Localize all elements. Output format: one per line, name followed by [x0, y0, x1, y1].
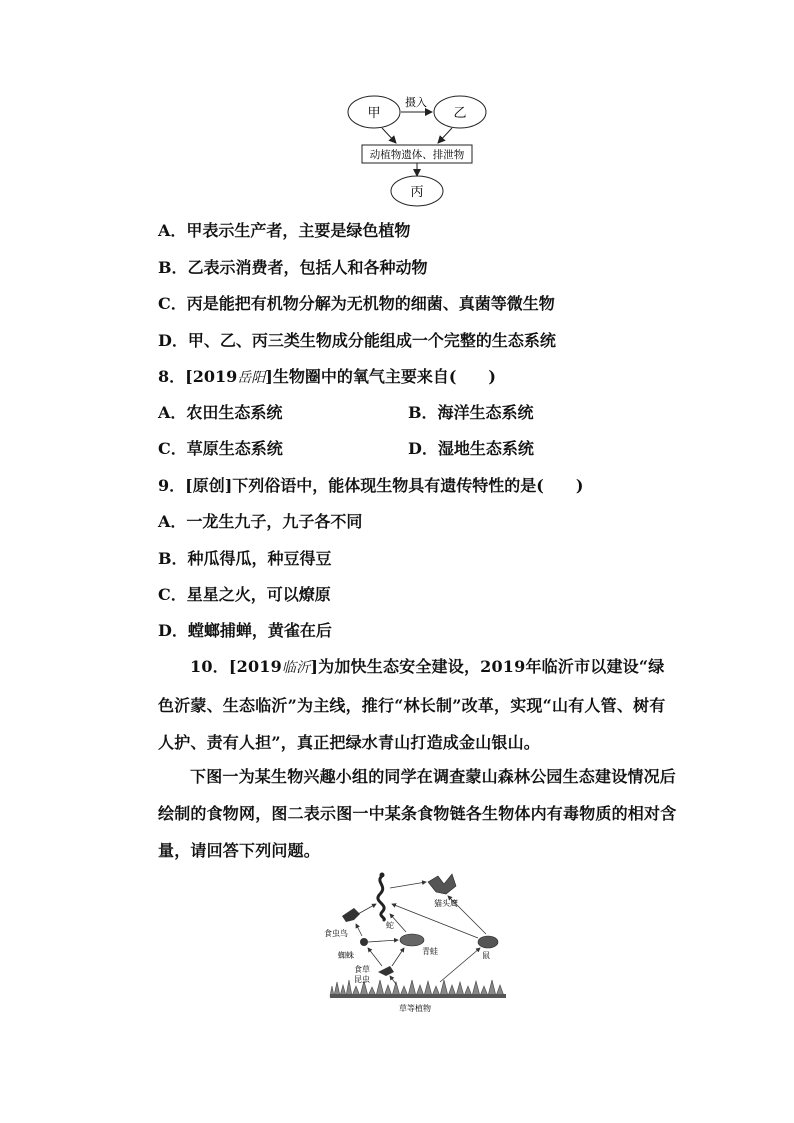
q9-stem: 9．[原创]下列俗语中，能体现生物具有遗传特性的是( ) [158, 476, 584, 495]
label-snake: 蛇 [386, 921, 394, 930]
arrow-insect-to-frog [392, 948, 404, 966]
q8-stem-suffix: ]生物圈中的氧气主要来自( ) [265, 367, 496, 386]
q9-option-a: A．一龙生九子，九子各不同 [158, 512, 363, 531]
q8-option-d: D．湿地生态系统 [408, 439, 534, 458]
label-owl: 猫头鹰 [434, 899, 458, 908]
q8-option-c: C．草原生态系统 [158, 439, 283, 458]
ecosystem-relationship-diagram [330, 88, 500, 208]
arrow-insect-to-spider [368, 948, 382, 966]
insect-illustration [378, 966, 394, 976]
remains-box-label: 动植物遗体、排泄物 [369, 149, 465, 161]
q10-paragraph-2: 下图一为某生物兴趣小组的同学在调查蒙山森林公园生态建设情况后绘制的食物网，图二表示图一中某条食物链各生物体内有毒物质的相对含量，请回答下列问题。 [158, 767, 677, 860]
arrow-bird-to-snake [358, 904, 376, 914]
q10-stem [158, 648, 678, 761]
q9-option-d: D．螳螂捕蝉，黄雀在后 [158, 621, 332, 640]
spider-illustration [360, 938, 368, 946]
label-plants: 草等植物 [399, 1004, 431, 1013]
arrow-spider-to-bird [356, 924, 362, 936]
q8-source: 岳阳 [237, 370, 266, 386]
arrow-spider-to-frog [368, 940, 398, 942]
q7-option-a: A．甲表示生产者，主要是绿色植物 [158, 221, 411, 240]
node-jia-label: 甲 [367, 106, 381, 121]
q8-option-a: A．农田生态系统 [158, 403, 283, 422]
frog-illustration [400, 934, 424, 946]
q10-stem-prefix: 10．[2019 [190, 657, 282, 676]
q7-option-d: D．甲、乙、丙三类生物成分能组成一个完整的生态系统 [158, 331, 556, 350]
q10-source: 临沂 [281, 660, 311, 676]
q8-stem-prefix: 8．[2019 [158, 367, 238, 386]
arrow-plants-to-mouse [440, 948, 480, 982]
label-bird: 食虫鸟 [324, 929, 348, 938]
label-spider: 蜘蛛 [338, 951, 354, 960]
label-insect-2: 昆虫 [354, 975, 370, 984]
arrow-plants-to-insect [390, 976, 396, 984]
mouse-illustration [478, 936, 498, 948]
q7-option-c: C．丙是能把有机物分解为无机物的细菌、真菌等微生物 [158, 294, 555, 313]
node-bing-label: 丙 [410, 185, 424, 200]
food-web-diagram [320, 868, 520, 1018]
snake-head [380, 873, 385, 878]
arrow-mouse-to-snake [392, 904, 478, 938]
label-insect-1: 食草 [354, 965, 370, 974]
label-mouse: 鼠 [482, 951, 490, 960]
ground-band [330, 994, 506, 998]
label-frog: 青蛙 [422, 947, 438, 956]
q8-option-b: B．海洋生态系统 [408, 403, 534, 422]
arrow-jia-to-box [382, 128, 396, 143]
arrow-snake-to-owl [390, 882, 426, 888]
arrow-label-intake: 摄入 [405, 96, 427, 109]
arrow-yi-to-box [438, 128, 452, 143]
q10-stem-suffix: ]为加快生态安全建设，2019年临沂市以建设“绿色沂蒙、生态临沂”为主线，推行“林长制”改革，实现“山有人管、树有人护、责有人担”，真正把绿水青山打造成金山银山。 [158, 657, 666, 752]
q9-option-b: B．种瓜得瓜，种豆得豆 [158, 549, 332, 568]
owl-illustration [428, 874, 456, 894]
q7-option-b: B．乙表示消费者，包括人和各种动物 [158, 258, 428, 277]
node-yi-label: 乙 [453, 106, 467, 121]
bird-illustration [342, 908, 360, 922]
snake-illustration [378, 876, 384, 920]
q8-stem [158, 367, 496, 388]
q9-option-c: C．星星之火，可以燎原 [158, 585, 331, 604]
